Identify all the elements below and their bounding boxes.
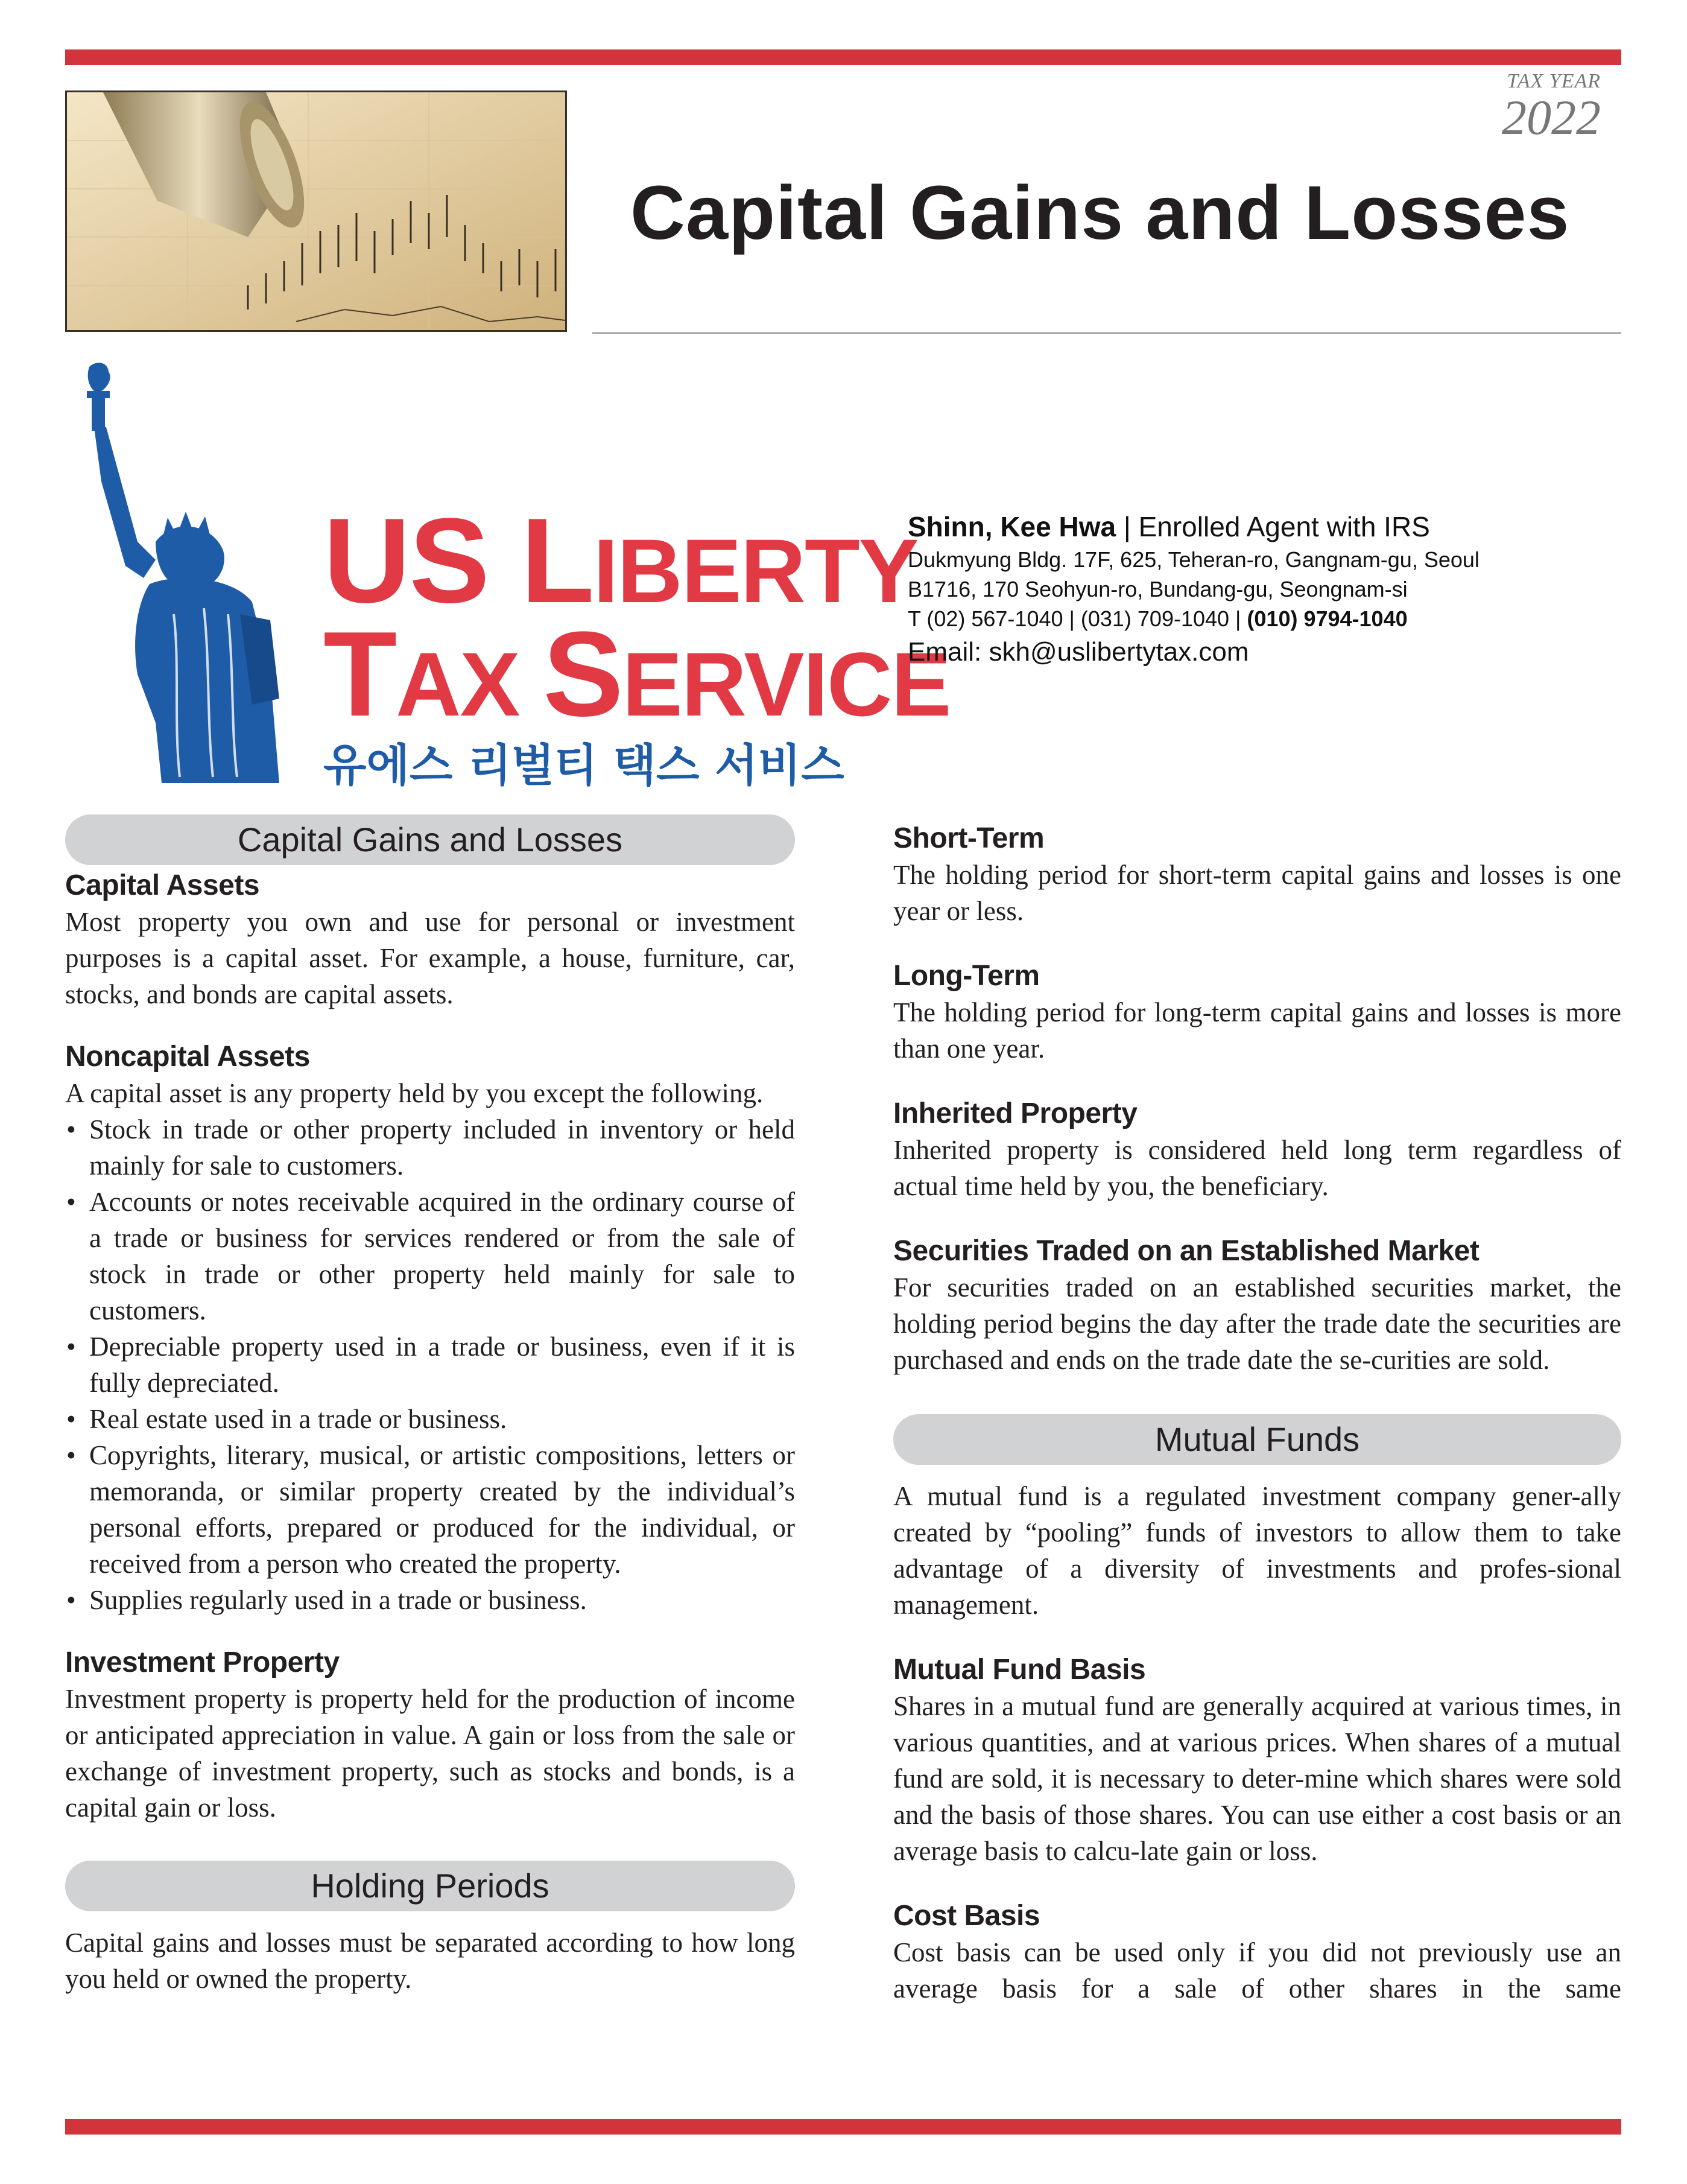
contact-mobile: (010) 9794-1040 bbox=[1247, 606, 1408, 631]
tax-year-block bbox=[1502, 70, 1601, 145]
heading-cost-basis: Cost Basis bbox=[893, 1900, 1040, 1932]
contact-phones: T (02) 567-1040 | (031) 709-1040 | bbox=[908, 606, 1247, 631]
text-short-term: The holding period for short-term capital gains and losses is one year or less. bbox=[893, 860, 1621, 926]
left-column bbox=[65, 814, 795, 1997]
section-title-holding-periods: Holding Periods bbox=[65, 1861, 795, 1911]
text-inherited-property: Inherited property is considered held long term regardless of actual time held by you, the beneficiary. bbox=[893, 1135, 1621, 1201]
statue-of-liberty-icon bbox=[71, 361, 324, 783]
text-mutual-funds: A mutual fund is a regulated investment company gener-ally created by “pooling” funds of investors to allow them to take advantage of a diversity of investments and profes-sional management. bbox=[893, 1481, 1621, 1620]
list-item: • Accounts or notes receivable acquired in the ordinary course of a trade or business for services rendered or from the sale of stock in trade or other property held mainly for sale to customers. bbox=[65, 1184, 795, 1328]
section-title-capital-gains: Capital Gains and Losses bbox=[65, 814, 795, 865]
heading-securities-traded: Securities Traded on an Established Market bbox=[893, 1235, 1480, 1267]
heading-short-term: Short-Term bbox=[893, 822, 1045, 854]
list-item: • Copyrights, literary, musical, or artistic compositions, letters or memoranda, or similar property created by the individual’s personal efforts, prepared or produced for the individual, or received from a person who created the property. bbox=[65, 1437, 795, 1582]
contact-email[interactable]: Email: skh@uslibertytax.com bbox=[908, 637, 1249, 667]
text-investment-property: Investment property is property held for the production of income or anticipated appreciation in value. A gain or loss from the sale or exchange of investment property, such as stocks and bonds, is a capital gain or loss. bbox=[65, 1684, 795, 1823]
contact-role: | Enrolled Agent with IRS bbox=[1116, 511, 1430, 542]
list-item: • Stock in trade or other property included in inventory or held mainly for sale to customers. bbox=[65, 1111, 795, 1184]
text-long-term: The holding period for long-term capital gains and losses is more than one year. bbox=[893, 997, 1621, 1064]
contact-name: Shinn, Kee Hwa bbox=[908, 511, 1116, 542]
text-cost-basis: Cost basis can be used only if you did not previously use an average basis for a sale of other shares in the same bbox=[893, 1937, 1621, 2004]
heading-inherited-property: Inherited Property bbox=[893, 1097, 1138, 1129]
tax-year-value: 2022 bbox=[1502, 90, 1601, 145]
heading-long-term: Long-Term bbox=[893, 960, 1040, 992]
list-item: • Depreciable property used in a trade or business, even if it is fully depreciated. bbox=[65, 1328, 795, 1401]
section-title-mutual-funds: Mutual Funds bbox=[893, 1414, 1621, 1465]
text-noncapital-intro: A capital asset is any property held by you except the following. bbox=[65, 1078, 764, 1108]
list-item: • Supplies regularly used in a trade or business. bbox=[65, 1582, 795, 1618]
heading-investment-property: Investment Property bbox=[65, 1646, 340, 1678]
contact-phones-line bbox=[908, 604, 1480, 633]
tax-year-label: TAX YEAR bbox=[1507, 70, 1601, 92]
title-rule bbox=[592, 332, 1621, 334]
logo-text-tax-service: TAX SERVICE bbox=[323, 607, 951, 741]
text-capital-assets: Most property you own and use for personal or investment purposes is a capital asset. For example, a house, furniture, car, stocks, and bonds are capital assets. bbox=[65, 907, 795, 1009]
list-item: • Real estate used in a trade or business. bbox=[65, 1401, 795, 1437]
text-holding-periods: Capital gains and losses must be separated according to how long you held or owned the property. bbox=[65, 1928, 795, 1994]
text-securities-traded: For securities traded on an established securities market, the holding period begins the day after the trade date the securities are purchased and ends on the trade date the se-curities are sold. bbox=[893, 1272, 1621, 1375]
header-photo bbox=[65, 90, 567, 332]
us-liberty-tax-logo bbox=[71, 361, 951, 792]
logo-text-us-liberty: US LIBERTY bbox=[323, 494, 918, 628]
contact-block bbox=[908, 509, 1480, 670]
heading-mutual-fund-basis: Mutual Fund Basis bbox=[893, 1654, 1146, 1686]
heading-noncapital-assets: Noncapital Assets bbox=[65, 1041, 310, 1073]
text-mutual-fund-basis: Shares in a mutual fund are generally acquired at various times, in various quantities, and at various prices. When shares of a mutual fund are sold, it is necessary to deter-mine which shares were sold and the basis of those shares. You can use either a cost basis or an average basis to calcu-late gain or loss. bbox=[893, 1691, 1621, 1866]
logo-text-korean: 유에스 리벌티 택스 서비스 bbox=[323, 740, 844, 792]
contact-address-1: Dukmyung Bldg. 17F, 625, Teheran-ro, Gangnam-gu, Seoul bbox=[908, 547, 1480, 572]
top-red-bar bbox=[65, 49, 1621, 65]
money-chart-image bbox=[67, 92, 565, 330]
bottom-red-bar bbox=[65, 2119, 1621, 2135]
right-column bbox=[893, 821, 1621, 2007]
noncapital-list bbox=[65, 1111, 795, 1618]
contact-name-line bbox=[908, 509, 1480, 545]
heading-capital-assets: Capital Assets bbox=[65, 869, 260, 901]
page-title: Capital Gains and Losses bbox=[630, 170, 1570, 255]
contact-address-2: B1716, 170 Seohyun-ro, Bundang-gu, Seongnam-si bbox=[908, 577, 1408, 602]
